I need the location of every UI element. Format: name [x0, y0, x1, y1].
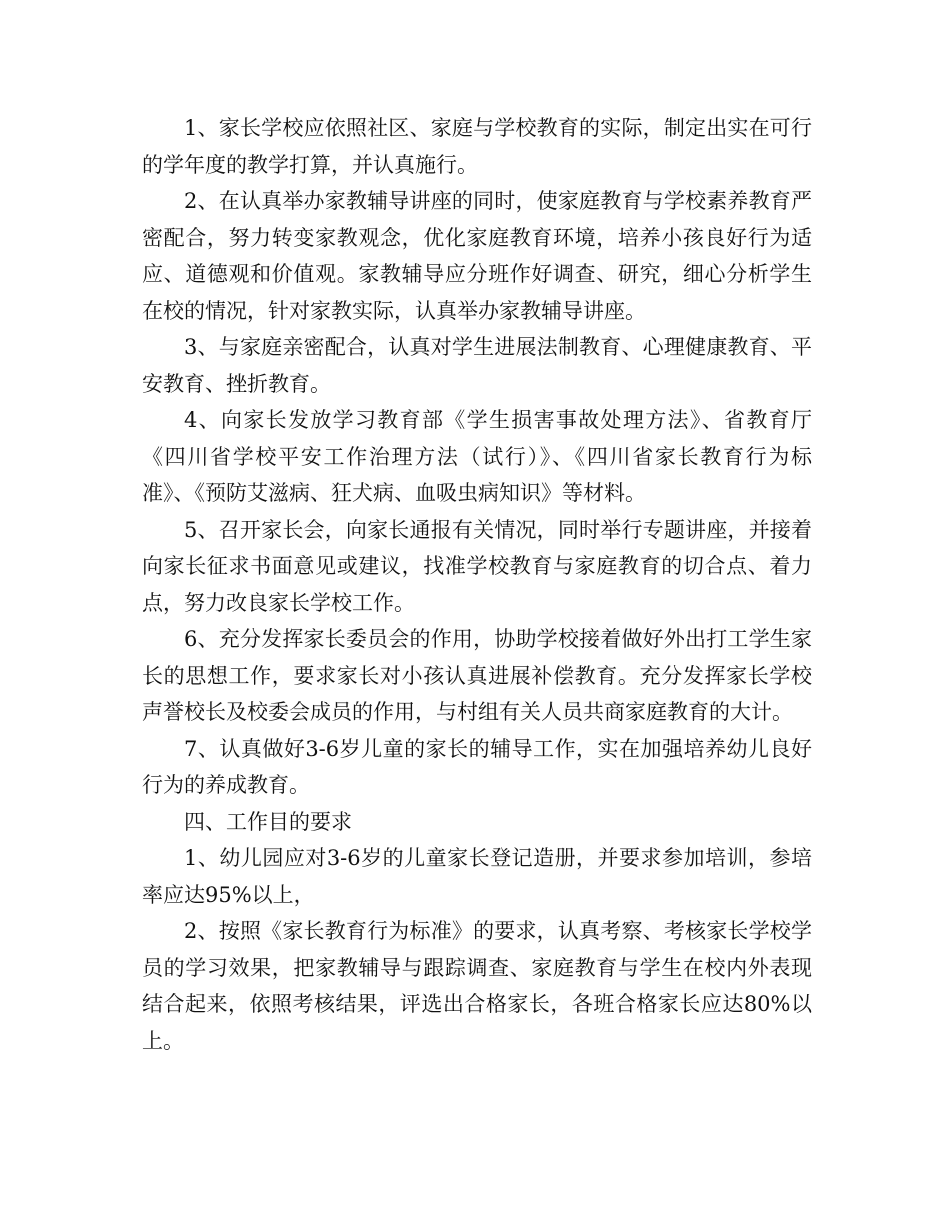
paragraph-8: 1、幼儿园应对3-6岁的儿童家长登记造册，并要求参加培训，参培率应达95%以上，: [142, 846, 812, 907]
paragraph-7: 7、认真做好3-6岁儿童的家长的辅导工作，实在加强培养幼儿良好行为的养成教育。: [142, 736, 812, 797]
paragraph-5: 5、召开家长会，向家长通报有关情况，同时举行专题讲座，并接着向家长征求书面意见或建议，找准学校教育与家庭教育的切合点、着力点，努力改良家长学校工作。: [142, 517, 812, 615]
paragraph-6: 6、充分发挥家长委员会的作用，协助学校接着做好外出打工学生家长的思想工作，要求家长对小孩认真进展补偿教育。充分发挥家长学校声誉校长及校委会成员的作用，与村组有关人员共商家庭教育的大计。: [142, 627, 812, 724]
paragraph-3: 3、与家庭亲密配合，认真对学生进展法制教育、心理健康教育、平安教育、挫折教育。: [142, 335, 812, 396]
section-heading: 四、工作目的要求: [184, 809, 352, 834]
document-body: [142, 110, 812, 1059]
paragraph-4: 4、向家长发放学习教育部《学生损害事故处理方法》、省教育厅《四川省学校平安工作治理方法（试行）》、《四川省家长教育行为标准》、《预防艾滋病、狂犬病、血吸虫病知识》等材料。: [142, 408, 812, 505]
paragraph-1: 1、家长学校应依照社区、家庭与学校教育的实际，制定出实在可行的学年度的教学打算，并认真施行。: [142, 116, 812, 177]
paragraph-9: 2、按照《家长教育行为标准》的要求，认真考察、考核家长学校学员的学习效果，把家教辅导与跟踪调查、家庭教育与学生在校内外表现结合起来，依照考核结果，评选出合格家长，各班合格家长应达80%以上。: [142, 919, 812, 1053]
paragraph-2: 2、在认真举办家教辅导讲座的同时，使家庭教育与学校素养教育严密配合，努力转变家教观念，优化家庭教育环境，培养小孩良好行为适应、道德观和价值观。家教辅导应分班作好调查、研究，细心分析学生在校的情况，针对家教实际，认真举办家教辅导讲座。: [142, 189, 812, 323]
